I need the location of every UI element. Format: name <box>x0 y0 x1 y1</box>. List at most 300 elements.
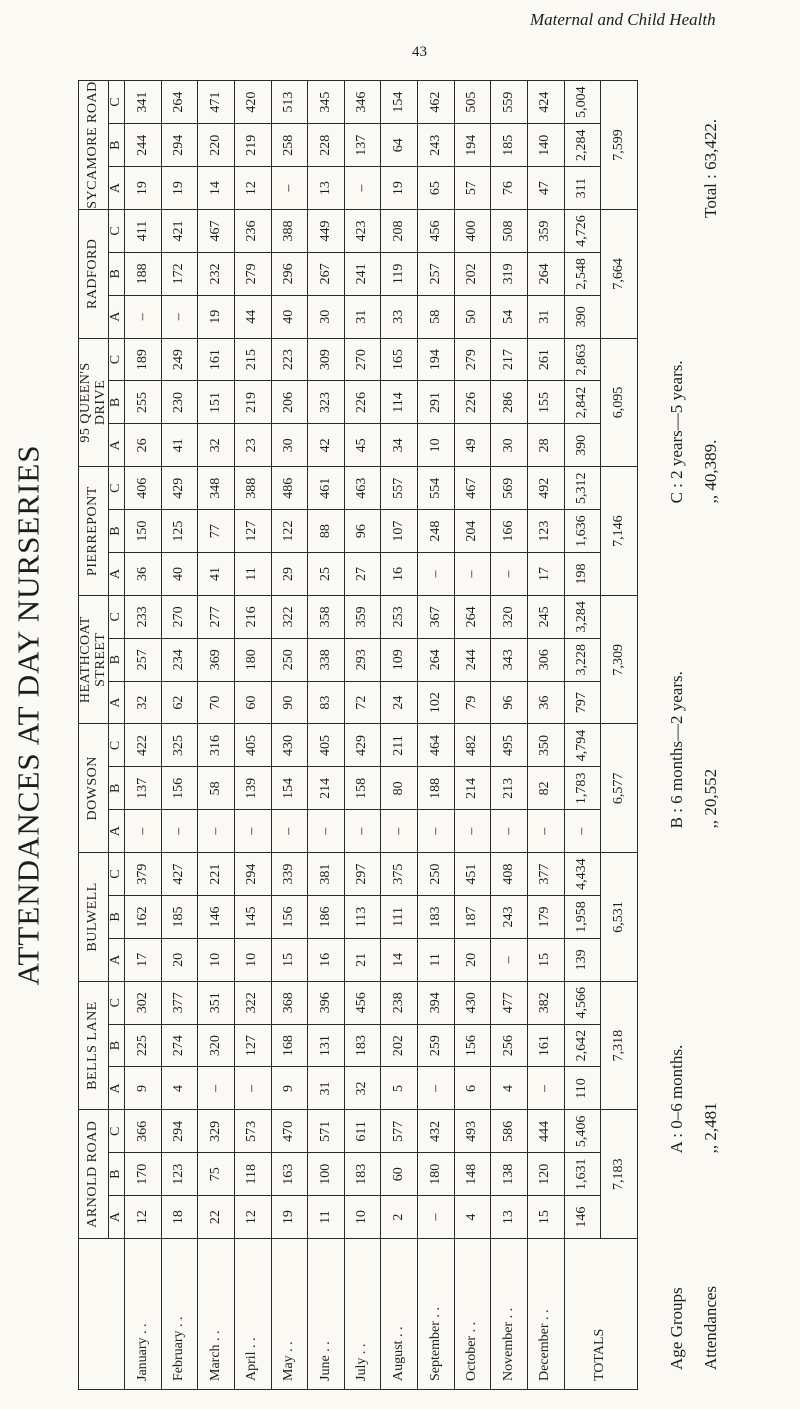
age-group-header: C <box>109 853 125 896</box>
table-cell: 451 <box>454 853 491 896</box>
table-cell: 10 <box>344 1196 381 1239</box>
table-cell: 456 <box>418 210 455 253</box>
table-cell: 75 <box>198 1153 235 1196</box>
nursery-header: SYCAMORE ROAD <box>79 81 109 210</box>
table-cell: 145 <box>234 896 271 939</box>
total-cell: 4,566 <box>564 981 601 1024</box>
table-cell: 296 <box>271 252 308 295</box>
running-head: Maternal and Child Health <box>530 10 716 29</box>
age-group-header: A <box>109 424 125 467</box>
table-cell: 28 <box>527 424 564 467</box>
table-cell: 432 <box>418 1110 455 1153</box>
combined-total-cell: 7,309 <box>601 595 638 724</box>
table-cell: 381 <box>308 853 345 896</box>
table-cell: – <box>418 1067 455 1110</box>
table-cell: 154 <box>381 81 418 124</box>
table-cell: 4 <box>491 1067 528 1110</box>
table-cell: 17 <box>527 553 564 596</box>
table-cell: 236 <box>234 210 271 253</box>
table-cell: 216 <box>234 595 271 638</box>
month-label: October . . <box>454 1239 491 1390</box>
total-cell: 5,004 <box>564 81 601 124</box>
month-label: June . . <box>308 1239 345 1390</box>
totals-row <box>564 81 601 1390</box>
table-cell: 13 <box>308 167 345 210</box>
table-cell: 185 <box>161 896 198 939</box>
age-group-header: B <box>109 638 125 681</box>
table-cell: 261 <box>527 338 564 381</box>
total-cell: 1,636 <box>564 510 601 553</box>
table-cell: 250 <box>271 638 308 681</box>
table-cell: – <box>234 1067 271 1110</box>
table-cell: 226 <box>344 381 381 424</box>
table-cell: 54 <box>491 295 528 338</box>
table-cell: 183 <box>344 1024 381 1067</box>
table-cell: 368 <box>271 981 308 1024</box>
table-cell: 183 <box>418 896 455 939</box>
table-cell: 264 <box>418 638 455 681</box>
table-cell: 202 <box>381 1024 418 1067</box>
table-cell: 140 <box>527 124 564 167</box>
table-cell: 70 <box>198 681 235 724</box>
table-cell: 107 <box>381 510 418 553</box>
age-group-header: A <box>109 295 125 338</box>
age-group-header: A <box>109 1196 125 1239</box>
table-cell: – <box>491 938 528 981</box>
table-cell: – <box>234 810 271 853</box>
table-cell: 4 <box>454 1196 491 1239</box>
age-group-header: B <box>109 124 125 167</box>
table-cell: 42 <box>308 424 345 467</box>
table-cell: 366 <box>125 1110 162 1153</box>
table-cell: 11 <box>234 553 271 596</box>
month-label: July . . <box>344 1239 381 1390</box>
table-cell: 382 <box>527 981 564 1024</box>
table-cell: 258 <box>271 124 308 167</box>
table-cell: 573 <box>234 1110 271 1153</box>
table-cell: 10 <box>198 938 235 981</box>
table-cell: 375 <box>381 853 418 896</box>
table-cell: 471 <box>198 81 235 124</box>
table-cell: 64 <box>381 124 418 167</box>
table-cell: 388 <box>234 467 271 510</box>
table-cell: 19 <box>271 1196 308 1239</box>
table-row <box>491 81 528 1390</box>
table-cell: 430 <box>454 981 491 1024</box>
table-cell: 559 <box>491 81 528 124</box>
table-cell: 123 <box>161 1153 198 1196</box>
table-cell: 162 <box>125 896 162 939</box>
table-cell: 255 <box>125 381 162 424</box>
table-cell: 96 <box>344 510 381 553</box>
table-cell: 185 <box>491 124 528 167</box>
table-cell: 429 <box>161 467 198 510</box>
legend-attendances-row <box>694 80 728 1390</box>
table-cell: 79 <box>454 681 491 724</box>
table-cell: 297 <box>344 853 381 896</box>
totals-label: TOTALS <box>564 1239 637 1390</box>
total-cell: 797 <box>564 681 601 724</box>
table-cell: 456 <box>344 981 381 1024</box>
month-label: September . . <box>418 1239 455 1390</box>
legend-count-a: ,, 2,481 <box>701 1102 720 1154</box>
table-cell: 358 <box>308 595 345 638</box>
table-cell: 102 <box>418 681 455 724</box>
table-cell: 14 <box>381 938 418 981</box>
table-cell: 244 <box>125 124 162 167</box>
legend-count-c: ,, 40,389. <box>701 439 720 504</box>
total-cell: 139 <box>564 938 601 981</box>
table-cell: 461 <box>308 467 345 510</box>
table-cell: 214 <box>454 767 491 810</box>
table-cell: 241 <box>344 252 381 295</box>
table-cell: 29 <box>271 553 308 596</box>
total-cell: 2,842 <box>564 381 601 424</box>
table-cell: 2 <box>381 1196 418 1239</box>
combined-total-cell: 7,183 <box>601 1110 638 1239</box>
table-cell: 30 <box>308 295 345 338</box>
table-cell: – <box>125 810 162 853</box>
table-cell: 60 <box>234 681 271 724</box>
table-cell: 238 <box>381 981 418 1024</box>
page-number: 43 <box>412 44 427 60</box>
table-cell: 486 <box>271 467 308 510</box>
table-cell: 188 <box>418 767 455 810</box>
table-cell: 41 <box>161 424 198 467</box>
table-cell: 424 <box>527 81 564 124</box>
table-cell: – <box>161 810 198 853</box>
table-cell: 223 <box>271 338 308 381</box>
age-group-header: A <box>109 553 125 596</box>
table-row <box>125 81 162 1390</box>
table-cell: 243 <box>491 896 528 939</box>
table-cell: – <box>125 295 162 338</box>
table-cell: 33 <box>381 295 418 338</box>
table-cell: – <box>344 810 381 853</box>
table-cell: – <box>418 553 455 596</box>
table-cell: 286 <box>491 381 528 424</box>
table-cell: 430 <box>271 724 308 767</box>
table-cell: 123 <box>527 510 564 553</box>
table-cell: 394 <box>418 981 455 1024</box>
table-cell: 234 <box>161 638 198 681</box>
table-cell: 230 <box>161 381 198 424</box>
legend-total: Total : 63,422. <box>701 118 720 218</box>
table-cell: 429 <box>344 724 381 767</box>
table-cell: 513 <box>271 81 308 124</box>
table-cell: 350 <box>527 724 564 767</box>
table-cell: 156 <box>454 1024 491 1067</box>
sub-header-row <box>109 81 125 1390</box>
table-cell: – <box>381 810 418 853</box>
table-cell: 505 <box>454 81 491 124</box>
total-cell: 3,228 <box>564 638 601 681</box>
month-label: May . . <box>271 1239 308 1390</box>
table-cell: 119 <box>381 252 418 295</box>
table-cell: 323 <box>308 381 345 424</box>
table-cell: 219 <box>234 381 271 424</box>
table-cell: 180 <box>234 638 271 681</box>
total-cell: 1,631 <box>564 1153 601 1196</box>
nursery-header: BULWELL <box>79 853 109 982</box>
table-cell: 367 <box>418 595 455 638</box>
table-cell: 577 <box>381 1110 418 1153</box>
age-group-header: B <box>109 896 125 939</box>
table-cell: 31 <box>344 295 381 338</box>
table-cell: 161 <box>527 1024 564 1067</box>
combined-total-cell: 7,664 <box>601 210 638 339</box>
table-cell: 202 <box>454 252 491 295</box>
table-cell: 420 <box>234 81 271 124</box>
table-cell: 492 <box>527 467 564 510</box>
age-group-header: A <box>109 810 125 853</box>
legend-group-c: C : 2 years—5 years. <box>667 360 686 504</box>
attendance-table <box>78 80 638 1390</box>
table-cell: 12 <box>125 1196 162 1239</box>
table-cell: – <box>271 167 308 210</box>
age-group-header: B <box>109 1024 125 1067</box>
table-cell: 155 <box>527 381 564 424</box>
table-cell: 137 <box>125 767 162 810</box>
table-cell: 109 <box>381 638 418 681</box>
table-cell: 377 <box>161 981 198 1024</box>
table-cell: 154 <box>271 767 308 810</box>
nursery-header: DOWSON <box>79 724 109 853</box>
table-cell: 32 <box>125 681 162 724</box>
combined-total-cell: 6,095 <box>601 338 638 467</box>
table-cell: 6 <box>454 1067 491 1110</box>
table-row <box>344 81 381 1390</box>
table-cell: 9 <box>125 1067 162 1110</box>
table-cell: 127 <box>234 510 271 553</box>
table-cell: 343 <box>491 638 528 681</box>
age-group-header: A <box>109 167 125 210</box>
table-cell: 83 <box>308 681 345 724</box>
table-cell: 388 <box>271 210 308 253</box>
table-cell: 189 <box>125 338 162 381</box>
total-cell: 2,863 <box>564 338 601 381</box>
table-cell: 15 <box>527 938 564 981</box>
table-cell: 294 <box>234 853 271 896</box>
table-cell: 302 <box>125 981 162 1024</box>
table-cell: 449 <box>308 210 345 253</box>
table-cell: – <box>161 295 198 338</box>
table-cell: 226 <box>454 381 491 424</box>
combined-total-cell: 7,318 <box>601 981 638 1110</box>
legend-group-a: A : 0–6 months. <box>667 1044 686 1154</box>
total-cell: 311 <box>564 167 601 210</box>
table-cell: 194 <box>418 338 455 381</box>
age-group-header: C <box>109 81 125 124</box>
table-cell: 213 <box>491 767 528 810</box>
month-label: March . . <box>198 1239 235 1390</box>
table-cell: 470 <box>271 1110 308 1153</box>
page-title <box>6 320 50 1110</box>
table-cell: 243 <box>418 124 455 167</box>
table-cell: 493 <box>454 1110 491 1153</box>
table-cell: 586 <box>491 1110 528 1153</box>
table-cell: 379 <box>125 853 162 896</box>
table-cell: 50 <box>454 295 491 338</box>
table-cell: 463 <box>344 467 381 510</box>
table-row <box>454 81 491 1390</box>
table-cell: 9 <box>271 1067 308 1110</box>
table-cell: 341 <box>125 81 162 124</box>
legend-label: Attendances <box>701 1285 720 1370</box>
table-cell: 369 <box>198 638 235 681</box>
table-cell: 146 <box>198 896 235 939</box>
month-label: April . . <box>234 1239 271 1390</box>
table-cell: 12 <box>234 167 271 210</box>
table-body <box>125 81 638 1390</box>
table-cell: 294 <box>161 1110 198 1153</box>
table-cell: 444 <box>527 1110 564 1153</box>
table-cell: 206 <box>271 381 308 424</box>
table-cell: 244 <box>454 638 491 681</box>
table-cell: 24 <box>381 681 418 724</box>
table-cell: 309 <box>308 338 345 381</box>
table-cell: 264 <box>527 252 564 295</box>
table-cell: 111 <box>381 896 418 939</box>
month-label: December . . <box>527 1239 564 1390</box>
table-cell: 179 <box>527 896 564 939</box>
nursery-header-row <box>79 81 109 1390</box>
month-label: August . . <box>381 1239 418 1390</box>
table-cell: 215 <box>234 338 271 381</box>
table-cell: 15 <box>271 938 308 981</box>
table-cell: 183 <box>344 1153 381 1196</box>
table-cell: 158 <box>344 767 381 810</box>
month-label: January . . <box>125 1239 162 1390</box>
table-cell: 96 <box>491 681 528 724</box>
table-cell: 225 <box>125 1024 162 1067</box>
table-cell: 554 <box>418 467 455 510</box>
table-row <box>308 81 345 1390</box>
table-cell: 322 <box>271 595 308 638</box>
table-cell: 220 <box>198 124 235 167</box>
nursery-header: 95 QUEEN'S DRIVE <box>79 338 109 467</box>
combined-total-cell: 6,531 <box>601 853 638 982</box>
table-cell: 348 <box>198 467 235 510</box>
table-cell: 41 <box>198 553 235 596</box>
table-cell: 77 <box>198 510 235 553</box>
table-cell: 322 <box>234 981 271 1024</box>
table-cell: 359 <box>344 595 381 638</box>
table-cell: 253 <box>381 595 418 638</box>
table-cell: 30 <box>271 424 308 467</box>
table-cell: 571 <box>308 1110 345 1153</box>
table-cell: 45 <box>344 424 381 467</box>
table-cell: 58 <box>418 295 455 338</box>
table-cell: 57 <box>454 167 491 210</box>
table-cell: 346 <box>344 81 381 124</box>
table-cell: 339 <box>271 853 308 896</box>
table-cell: 467 <box>198 210 235 253</box>
table-cell: 100 <box>308 1153 345 1196</box>
table-cell: 204 <box>454 510 491 553</box>
table-cell: 161 <box>198 338 235 381</box>
table-cell: 82 <box>527 767 564 810</box>
table-cell: 40 <box>161 553 198 596</box>
table-cell: 170 <box>125 1153 162 1196</box>
table-cell: – <box>198 1067 235 1110</box>
total-cell: 2,284 <box>564 124 601 167</box>
table-cell: 329 <box>198 1110 235 1153</box>
age-group-header: C <box>109 1110 125 1153</box>
table-cell: 13 <box>491 1196 528 1239</box>
month-label: November . . <box>491 1239 528 1390</box>
table-cell: 270 <box>344 338 381 381</box>
table-cell: 277 <box>198 595 235 638</box>
nursery-header: ARNOLD ROAD <box>79 1110 109 1239</box>
table-cell: 36 <box>125 553 162 596</box>
table-cell: 467 <box>454 467 491 510</box>
table-cell: 25 <box>308 553 345 596</box>
table-cell: – <box>344 167 381 210</box>
table-cell: 557 <box>381 467 418 510</box>
nursery-header: BELLS LANE <box>79 981 109 1110</box>
table-cell: 113 <box>344 896 381 939</box>
table-cell: 233 <box>125 595 162 638</box>
table-cell: 20 <box>454 938 491 981</box>
table-cell: 422 <box>125 724 162 767</box>
table-cell: 477 <box>491 981 528 1024</box>
age-group-header: B <box>109 510 125 553</box>
total-cell: 5,312 <box>564 467 601 510</box>
table-cell: 80 <box>381 767 418 810</box>
total-cell: 5,406 <box>564 1110 601 1153</box>
table-cell: 14 <box>198 167 235 210</box>
table-cell: 267 <box>308 252 345 295</box>
age-group-header: C <box>109 595 125 638</box>
table-cell: 137 <box>344 124 381 167</box>
table-cell: 32 <box>344 1067 381 1110</box>
table-cell: 248 <box>418 510 455 553</box>
table-cell: – <box>491 553 528 596</box>
table-cell: 221 <box>198 853 235 896</box>
table-cell: 405 <box>308 724 345 767</box>
table-cell: 36 <box>527 681 564 724</box>
table-cell: 23 <box>234 424 271 467</box>
total-cell: 2,642 <box>564 1024 601 1067</box>
table-cell: 396 <box>308 981 345 1024</box>
table-cell: 10 <box>418 424 455 467</box>
table-cell: – <box>308 810 345 853</box>
table-cell: 172 <box>161 252 198 295</box>
table-cell: 320 <box>491 595 528 638</box>
table-cell: 405 <box>234 724 271 767</box>
table-cell: 31 <box>527 295 564 338</box>
age-group-header: B <box>109 767 125 810</box>
table-cell: 279 <box>234 252 271 295</box>
table-cell: 232 <box>198 252 235 295</box>
table-cell: 462 <box>418 81 455 124</box>
table-row <box>271 81 308 1390</box>
table-cell: 208 <box>381 210 418 253</box>
table-cell: 16 <box>308 938 345 981</box>
table-cell: 26 <box>125 424 162 467</box>
total-cell: 390 <box>564 424 601 467</box>
page-title-text: ATTENDANCES AT DAY NURSERIES <box>10 444 45 986</box>
table-cell: 15 <box>527 1196 564 1239</box>
table-cell: 306 <box>527 638 564 681</box>
table-cell: 156 <box>161 767 198 810</box>
age-group-header: C <box>109 467 125 510</box>
table-row <box>234 81 271 1390</box>
table-cell: 27 <box>344 553 381 596</box>
table-cell: 257 <box>418 252 455 295</box>
legend-count-b: ,, 20,552 <box>701 768 720 829</box>
